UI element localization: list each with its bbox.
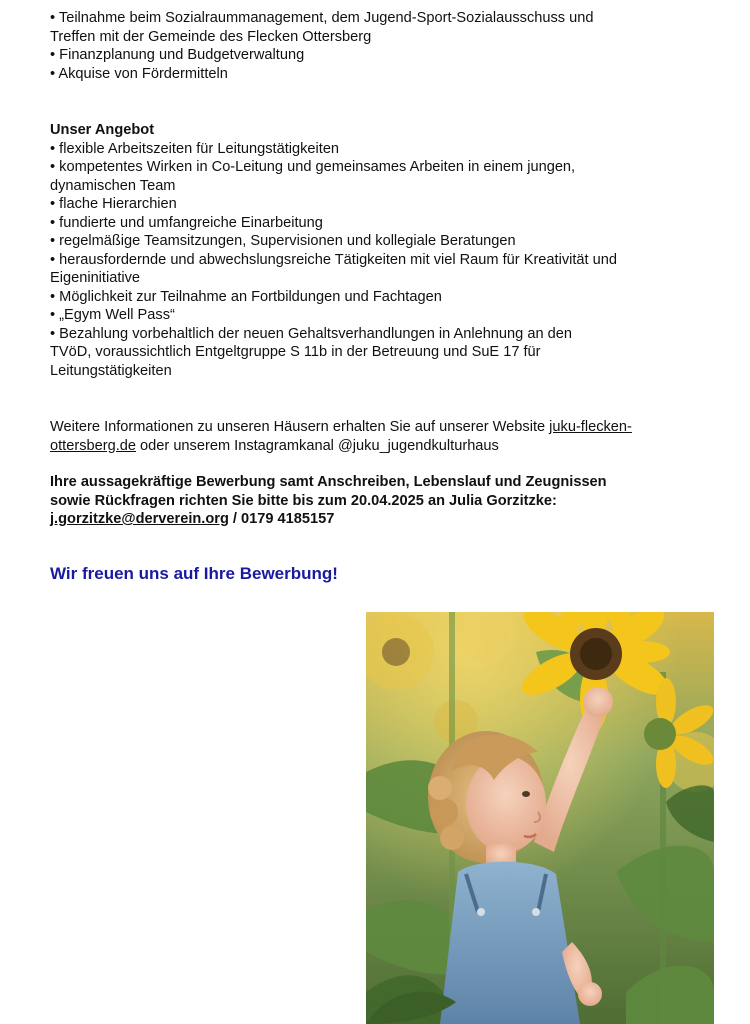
info-paragraph [50,418,710,455]
list-item: • Möglichkeit zur Teilnahme an Fortbildungen und Fachtagen [50,288,442,305]
list-item: • Bezahlung vorbehaltlich der neuen Gehaltsverhandlungen in Anlehnung an den [50,325,572,342]
list-item: • flache Hierarchien [50,196,177,212]
sunflower-child-photo [366,612,714,1024]
list-item: Eigeninitiative [50,270,141,286]
application-line: sowie Rückfragen richten Sie bitte bis zum 20.04.2025 an Julia Gorzitzke: [50,492,557,509]
job-posting-document [50,9,710,585]
spacer [50,529,710,553]
info-text: oder unserem Instagramkanal @juku_jugendkulturhaus [136,437,499,454]
spacer [50,455,710,473]
list-item: • Akquise von Fördermitteln [50,65,228,82]
spacer [50,553,710,563]
list-item: • fundierte und umfangreiche Einarbeitung [50,214,323,231]
phone-number: / 0179 4185157 [228,511,335,527]
contact-line [50,510,710,529]
list-item: • flexible Arbeitszeiten für Leitungstätigkeiten [50,140,340,157]
application-line: Ihre aussagekräftige Bewerbung samt Anschreiben, Lebenslauf und Zeugnissen [50,474,607,490]
list-item: • kompetentes Wirken in Co-Leitung und gemeinsames Arbeiten in einem jungen, [50,159,576,175]
spacer [50,83,710,121]
website-link[interactable]: juku-flecken- [549,419,632,435]
list-item: • Teilnahme beim Sozialraummanagement, dem Jugend-Sport-Sozialausschuss und [50,10,594,26]
offer-heading: Unser Angebot [50,122,155,138]
info-text: Weitere Informationen zu unseren Häusern erhalten Sie auf unserer Website [50,419,550,435]
offer-section [50,121,710,380]
application-paragraph [50,473,710,529]
list-item: • Finanzplanung und Budgetverwaltung [50,47,305,63]
website-link[interactable]: ottersberg.de [50,437,136,454]
responsibilities-list [50,9,710,83]
list-item: TVöD, voraussichtlich Entgeltgruppe S 11b in der Betreuung und SuE 17 für [50,344,541,360]
list-item: Leitungstätigkeiten [50,362,172,379]
list-item: • regelmäßige Teamsitzungen, Supervisionen und kollegiale Beratungen [50,233,516,249]
email-link[interactable]: j.gorzitzke@derverein.org [50,511,229,527]
list-item: • „Egym Well Pass“ [50,307,175,323]
closing-line: Wir freuen uns auf Ihre Bewerbung! [50,563,338,583]
list-item: • herausfordernde und abwechslungsreiche Tätigkeiten mit viel Raum für Kreativität und [50,251,618,268]
list-item: Treffen mit der Gemeinde des Flecken Ottersberg [50,28,372,45]
info-line-1 [50,418,710,437]
info-line-2 [50,437,710,456]
list-item: dynamischen Team [50,177,176,194]
spacer [50,380,710,418]
